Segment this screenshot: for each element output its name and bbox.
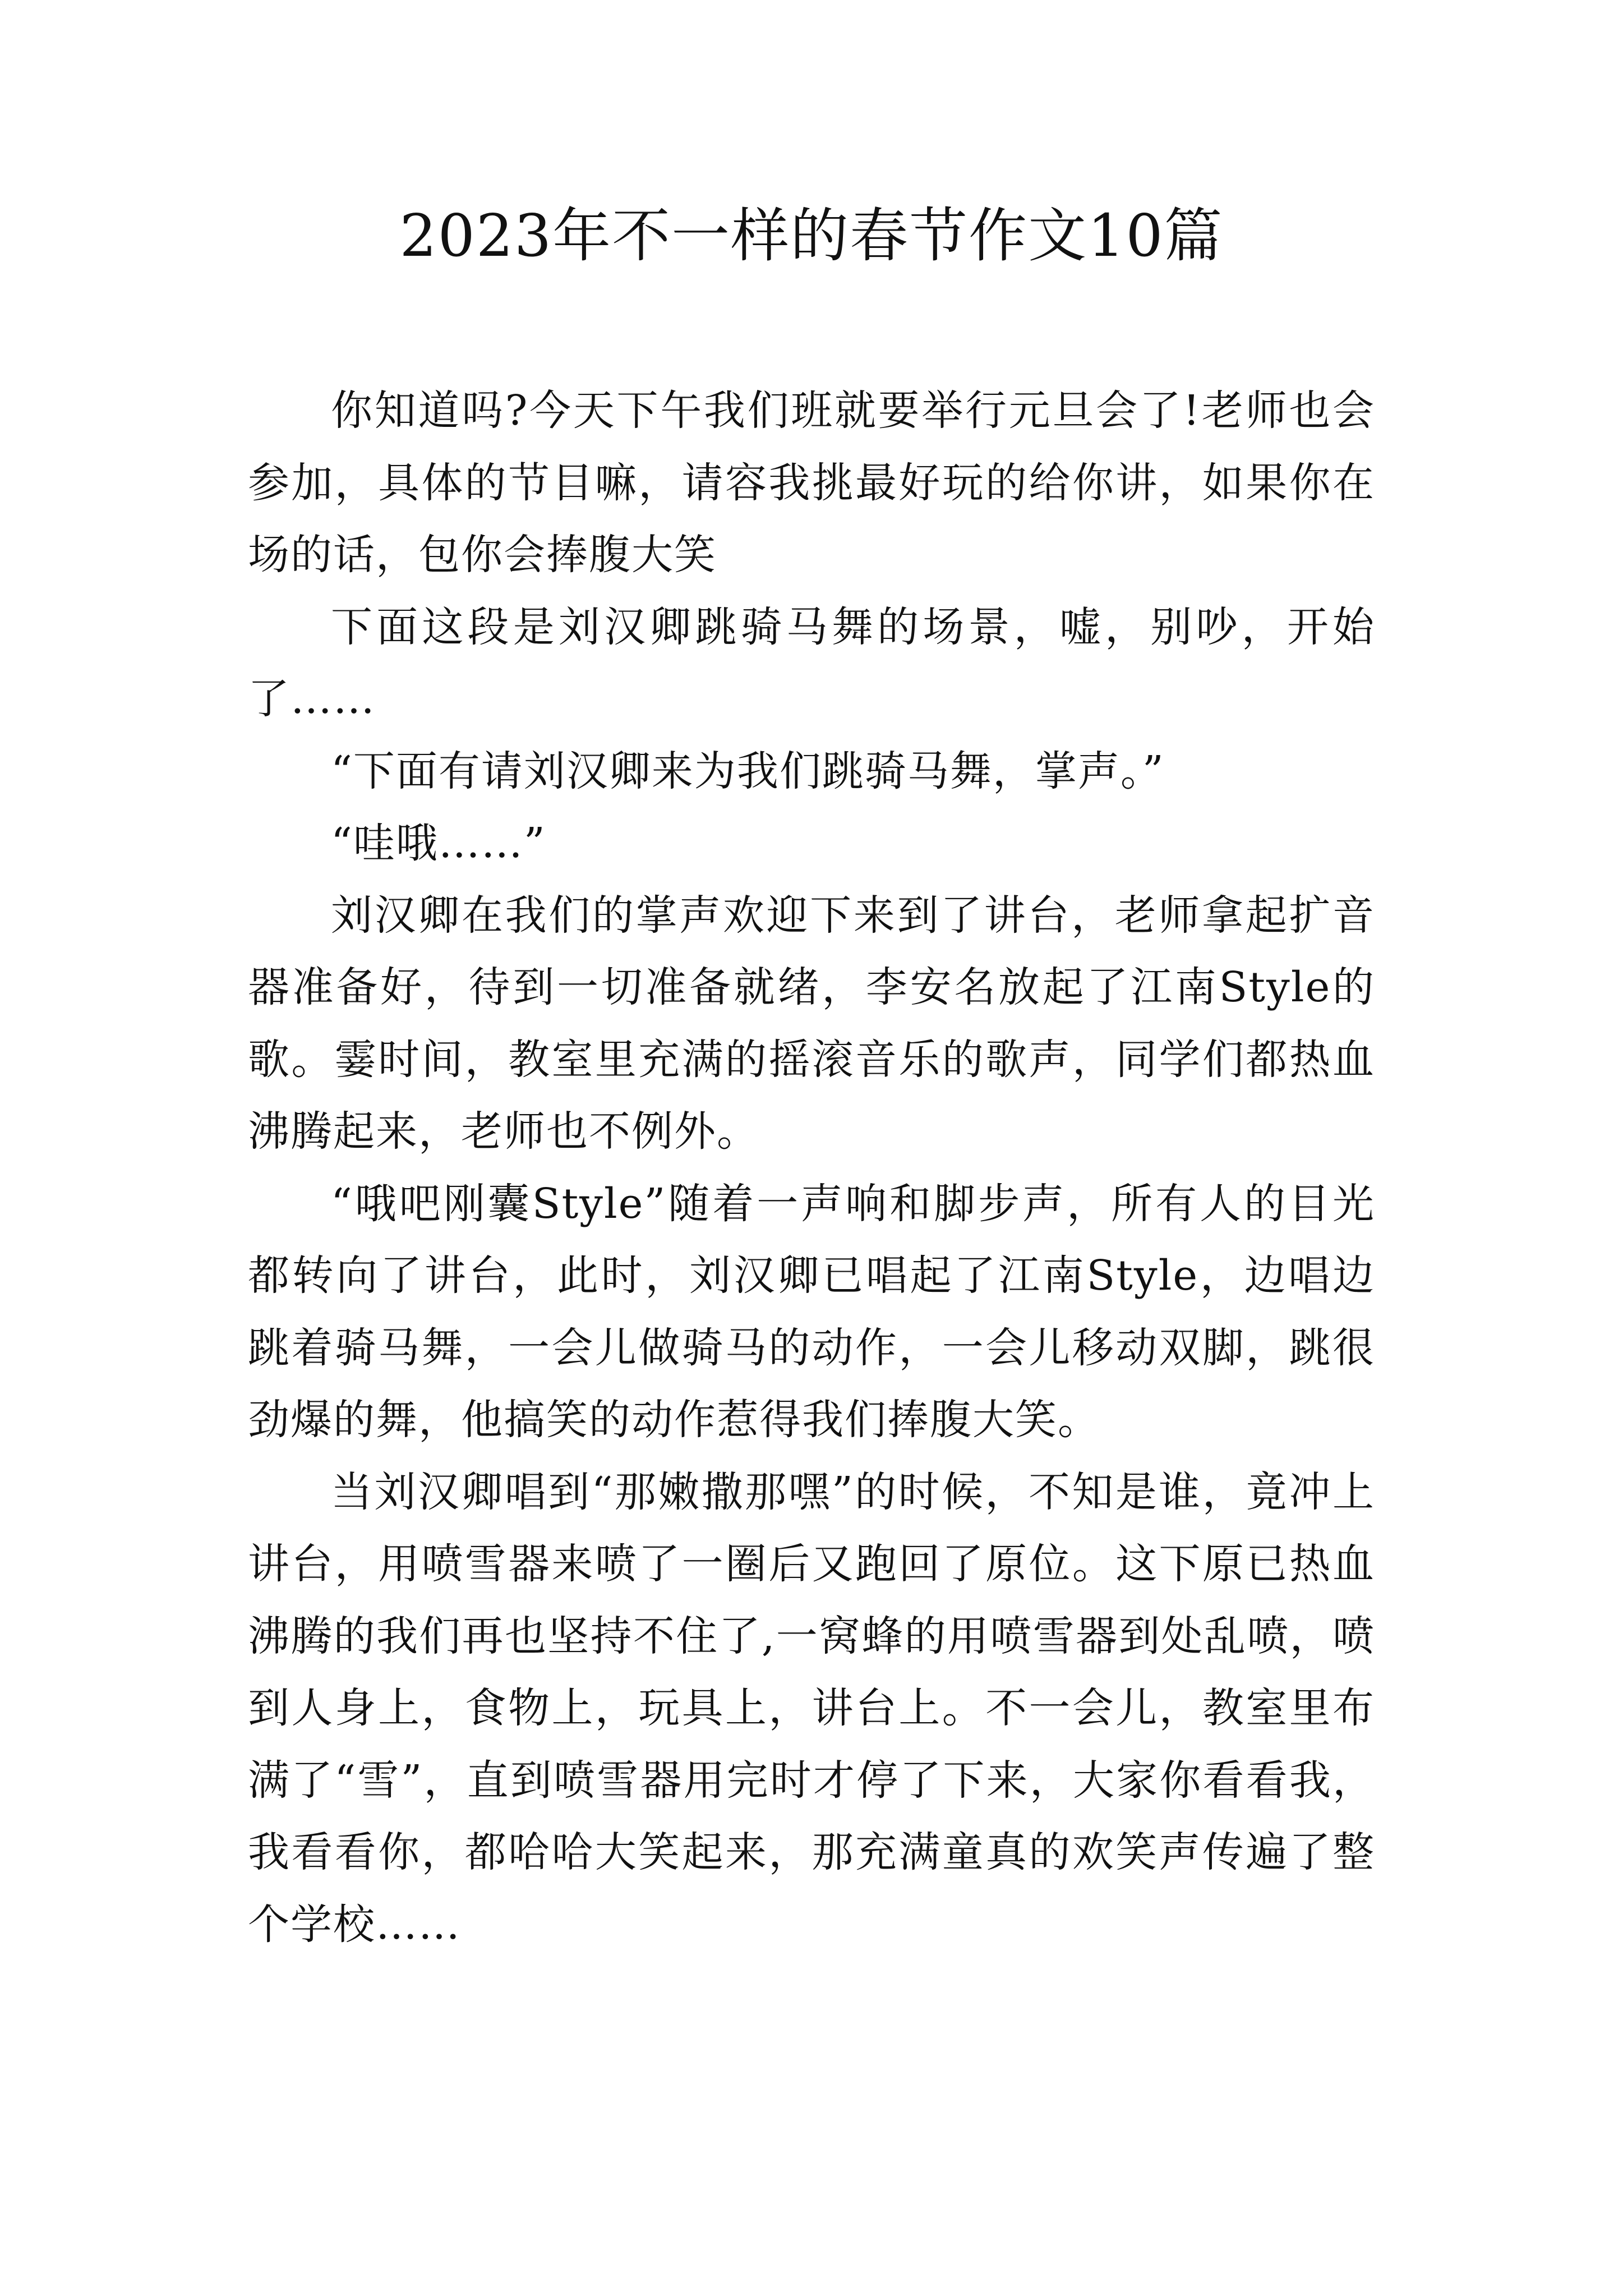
paragraph: “下面有请刘汉卿来为我们跳骑马舞，掌声。”: [331, 747, 1165, 795]
paragraph: “哇哦……”: [331, 819, 546, 867]
paragraph: 你知道吗?今天下午我们班就要举行元旦会了!老师也会参加，具体的节目嘛，请容我挑最好玩的给你讲，如果你在场的话，包你会捧腹大笑: [248, 386, 1375, 579]
paragraph: 当刘汉卿唱到“那嫩撒那嘿”的时候，不知是谁，竟冲上讲台，用喷雪器来喷了一圈后又跑回了原位。这下原已热血沸腾的我们再也坚持不住了,一窝蜂的用喷雪器到处乱喷，喷到人身上，食物上，玩具上，讲台上。不一会儿，教室里布满了“雪”，直到喷雪器用完时才停了下来，大家你看看我，我看看你，都哈哈大笑起来，那充满童真的欢笑声传遍了整个学校……: [248, 1467, 1375, 1949]
paragraph: 刘汉卿在我们的掌声欢迎下来到了讲台，老师拿起扩音器准备好，待到一切准备就绪，李安名放起了江南Style的歌。霎时间，教室里充满的摇滚音乐的歌声，同学们都热血沸腾起来，老师也不例外。: [248, 891, 1375, 1156]
document-body: [248, 375, 1375, 1961]
paragraph: 下面这段是刘汉卿跳骑马舞的场景，嘘，别吵，开始了……: [248, 602, 1375, 723]
document-title: 2023年不一样的春节作文10篇: [399, 201, 1224, 270]
paragraph: “哦吧刚囊Style”随着一声响和脚步声，所有人的目光都转向了讲台，此时，刘汉卿已唱起了江南Style，边唱边跳着骑马舞，一会儿做骑马的动作，一会儿移动双脚，跳很劲爆的舞，他搞笑的动作惹得我们捧腹大笑。: [248, 1179, 1375, 1444]
